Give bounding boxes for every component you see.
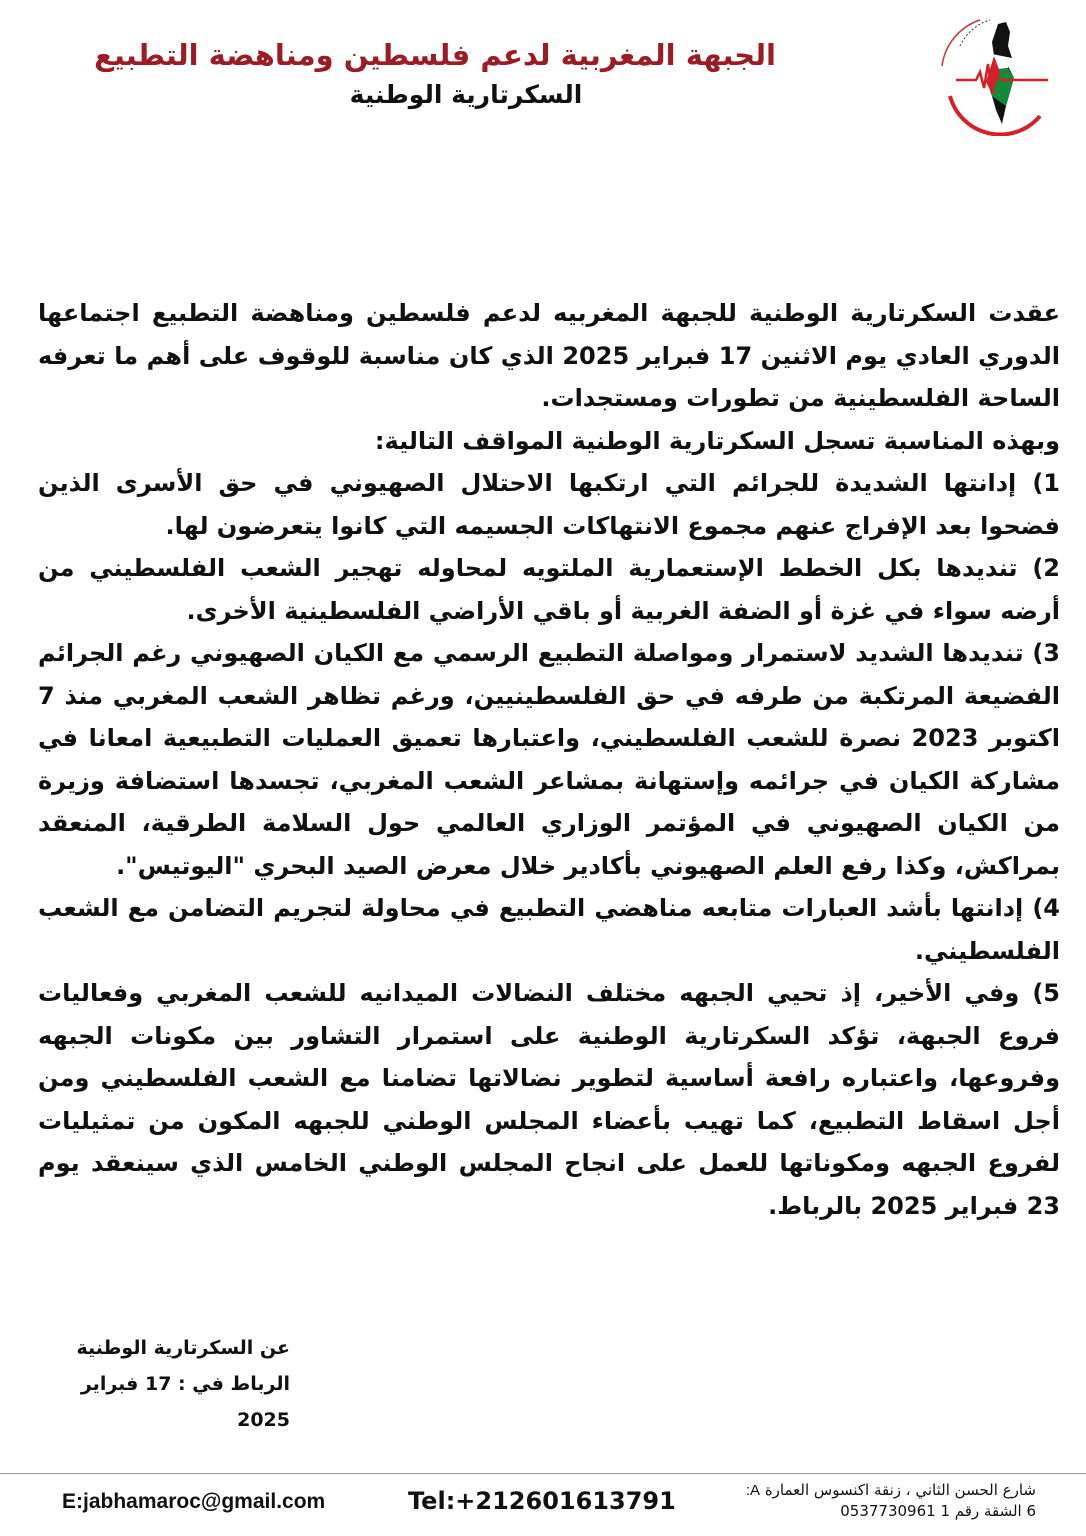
letterhead <box>0 0 1086 150</box>
organization-subtitle: السكرتارية الوطنية <box>349 80 583 109</box>
positions-intro: وبهذه المناسبة تسجل السكرتارية الوطنية المواقف التالية: <box>374 426 1060 455</box>
footer-phone: Tel:+212601613791 <box>408 1487 676 1515</box>
position-2: 2) تنديدها بكل الخطط الإستعمارية الملتويه لمحاوله تهجير الشعب الفلسطيني من أرضه سواء في غزة أو الضفة الغربية أو باقي الأراضي الفلسطينية الأخرى. <box>38 554 1060 625</box>
signature-block <box>40 1330 290 1438</box>
address-line-1: شارع الحسن الثاني ، زنقة اكنسوس العمارة <box>764 1481 1036 1499</box>
address-label: A: <box>745 1482 761 1499</box>
address-line-2: 6 الشقة رقم 1 0537730961 <box>840 1502 1036 1520</box>
signature-date: الرباط في : 17 فبراير 2025 <box>80 1373 290 1431</box>
footer-address <box>676 1480 1036 1521</box>
footer-email: E:jabhamaroc@gmail.com <box>62 1490 326 1513</box>
position-5: 5) وفي الأخير، إذ تحيي الجبهه مختلف النضالات الميدانيه للشعب المغربي وفعاليات فروع الجبهة، تؤكد السكرتارية الوطنية على استمرار التشاور بين مكونات الجبهه وفروعها، واعتباره رافعة أساسية لتطوير نضالاتها تضامنا مع الشعب الفلسطيني ومن أجل اسقاط التطبيع، كما تهيب بأعضاء المجلس الوطني للجبهه المكون من تمثيليات لفروع الجبهه ومكوناتها للعمل على انجاح المجلس الوطني الخامس الذي سينعقد يوم 23 فبراير 2025 بالرباط. <box>38 979 1060 1220</box>
signature-issuer: عن السكرتارية الوطنية <box>76 1337 290 1359</box>
statement-body <box>38 292 1060 1227</box>
palestine-map-logo-icon <box>920 6 1070 136</box>
organization-name: الجبهة المغربية لدعم فلسطين ومناهضة التطبيع <box>94 38 776 72</box>
position-4: 4) إدانتها بأشد العبارات متابعه مناهضي التطبيع في محاولة لتجريم التضامن مع الشعب الفلسطيني. <box>38 894 1060 965</box>
position-3: 3) تنديدها الشديد لاستمرار ومواصلة التطبيع الرسمي مع الكيان الصهيوني رغم الجرائم الفضيعة المرتكبة من طرفه في حق الفلسطينيين، ورغم تظاهر الشعب المغربي منذ 7 اكتوبر 2023 نصرة للشعب الفلسطيني، واعتبارها تعميق العمليات التطبيعية امعانا في مشاركة الكيان في جرائمه وإستهانة بمشاعر الشعب المغربي، تجسدها استضافة وزيرة من الكيان الصهيوني في المؤتمر الوزاري العالمي حول السلامة الطرقية، المنعقد بمراكش، وكذا رفع العلم الصهيوني بأكادير خلال معرض الصيد البحري "اليوتيس". <box>38 639 1060 880</box>
footer-divider <box>0 1473 1086 1474</box>
position-1: 1) إدانتها الشديدة للجرائم التي ارتكبها الاحتلال الصهيوني في حق الأسرى الذين فضحوا بعد الإفراج عنهم مجموع الانتهاكات الجسيمه التي كانوا يتعرضون لها. <box>38 469 1060 540</box>
intro-paragraph: عقدت السكرتارية الوطنية للجبهة المغربيه لدعم فلسطين ومناهضة التطبيع اجتماعها الدوري العادي يوم الاثنين 17 فبراير 2025 الذي كان مناسبة للوقوف على أهم ما تعرفه الساحة الفلسطينية من تطورات ومستجدات. <box>38 299 1060 412</box>
